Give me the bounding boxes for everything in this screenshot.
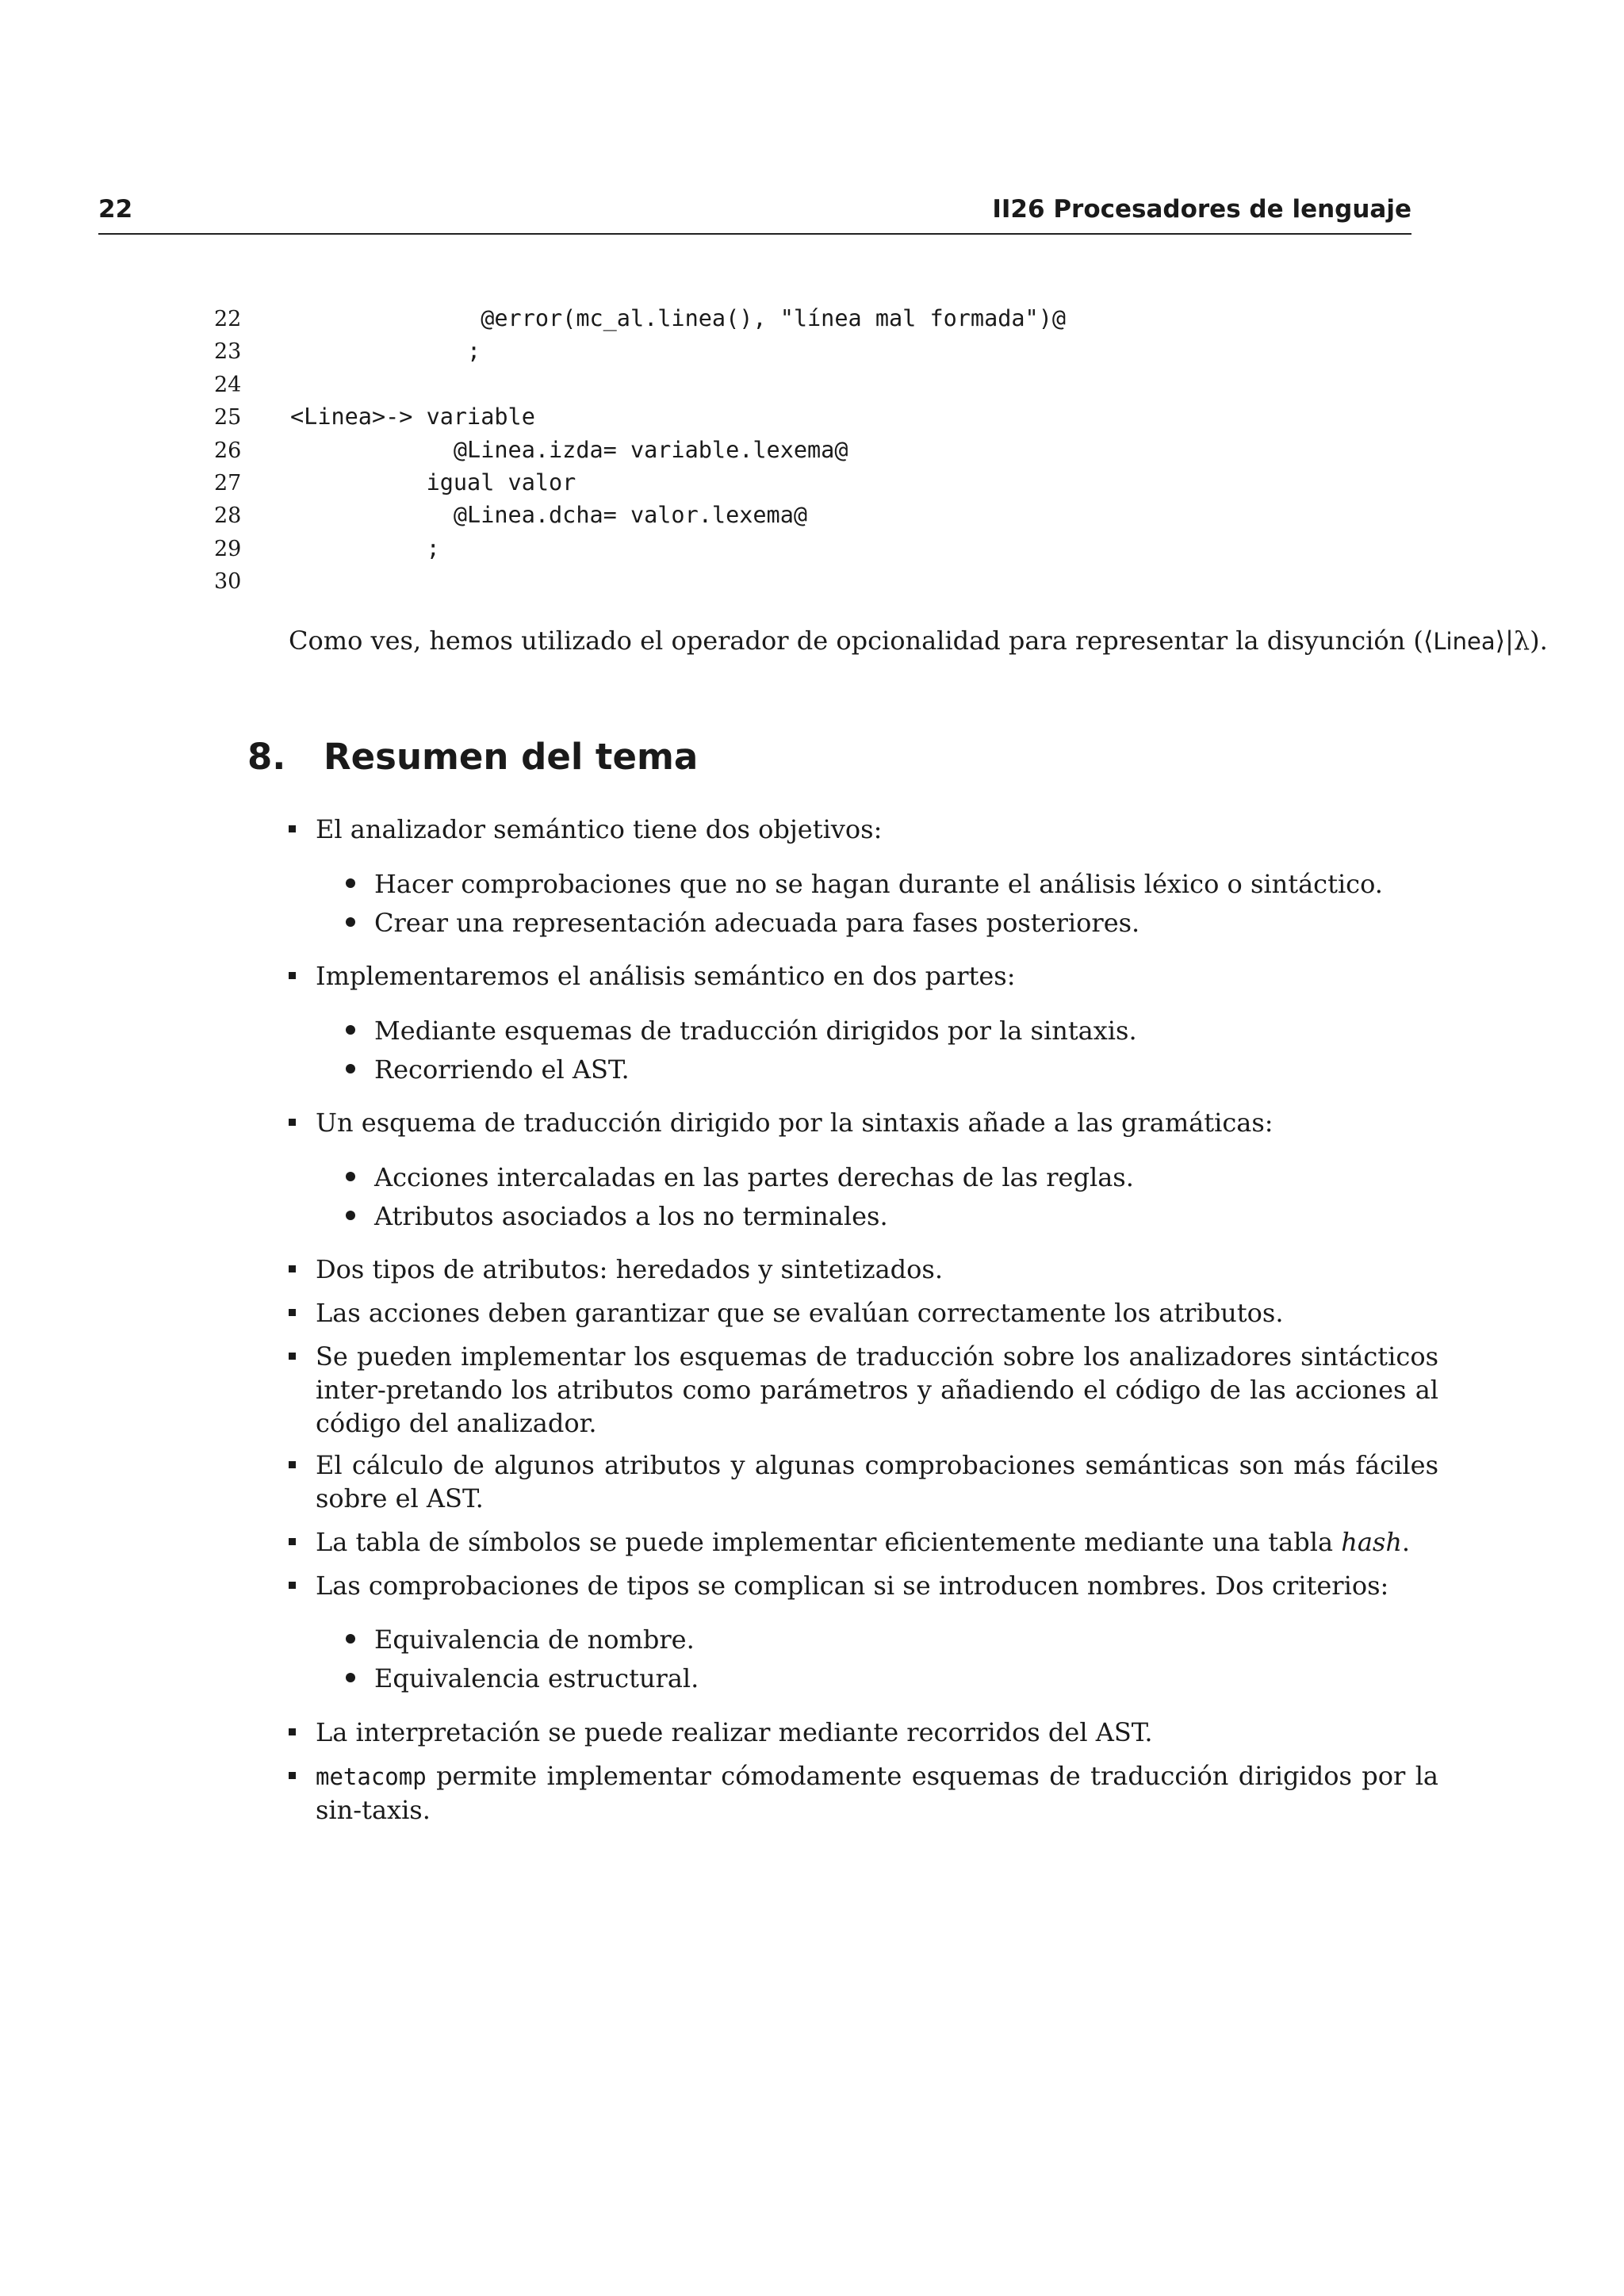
code-line xyxy=(214,335,1066,367)
section-heading xyxy=(247,736,698,778)
bullet-icon xyxy=(346,878,355,888)
code-text: ; xyxy=(290,338,481,365)
bullet-icon xyxy=(289,1309,296,1316)
line-number: 24 xyxy=(214,372,242,397)
item-text xyxy=(316,1525,1438,1559)
item-text: Atributos asociados a los no terminales. xyxy=(374,1201,888,1231)
item-text: Equivalencia de nombre. xyxy=(374,1624,695,1655)
intro-paragraph xyxy=(289,623,1548,659)
code-line xyxy=(214,400,1066,433)
item-text: El cálculo de algunos atributos y algunas comprobaciones semánticas son más fáciles sobre el AST. xyxy=(316,1450,1438,1513)
item-text xyxy=(316,1759,1438,1827)
code-line xyxy=(214,302,1066,335)
item-text: La interpretación se puede realizar mediante recorridos del AST. xyxy=(316,1717,1153,1747)
bullet-icon xyxy=(346,1064,355,1073)
item-text-part: La tabla de símbolos se puede implementar eficientemente mediante una tabla xyxy=(316,1527,1342,1557)
item-text: El analizador semántico tiene dos objetivos: xyxy=(316,814,883,844)
item-text: Crear una representación adecuada para fases posteriores. xyxy=(374,908,1140,938)
code-line xyxy=(214,532,1066,564)
course-title: II26 Procesadores de lenguaje xyxy=(992,195,1411,224)
item-text: Recorriendo el AST. xyxy=(374,1054,630,1085)
section-title: Resumen del tema xyxy=(324,736,699,778)
line-number: 25 xyxy=(214,405,242,430)
bullet-icon xyxy=(346,1172,355,1181)
bullet-icon xyxy=(289,1728,296,1735)
item-text-part: permite implementar cómodamente esquemas de traducción dirigidos por la sin-taxis. xyxy=(316,1761,1438,1825)
code-line xyxy=(214,466,1066,499)
bullet-icon xyxy=(346,1025,355,1035)
metacomp-code: metacomp xyxy=(316,1763,427,1790)
bullet-icon xyxy=(346,917,355,927)
line-number: 27 xyxy=(214,470,242,496)
code-text: igual valor xyxy=(290,469,576,496)
code-text: ; xyxy=(290,534,440,561)
code-line xyxy=(214,368,1066,400)
bullet-icon xyxy=(346,1673,355,1682)
line-number: 28 xyxy=(214,503,242,529)
code-line xyxy=(214,499,1066,531)
item-text: Acciones intercaladas en las partes derechas de las reglas. xyxy=(374,1162,1134,1192)
bullet-icon xyxy=(289,825,296,832)
line-number: 23 xyxy=(214,339,242,365)
item-text: Hacer comprobaciones que no se hagan durante el análisis léxico o sintáctico. xyxy=(374,869,1383,899)
bullet-icon xyxy=(289,1582,296,1589)
line-number: 22 xyxy=(214,307,242,331)
code-text: @error(mc_al.linea(), "línea mal formada")@ xyxy=(290,305,1067,331)
code-line xyxy=(214,564,1066,597)
intro-text-end: ⟩|λ). xyxy=(1495,626,1548,656)
line-number: 30 xyxy=(214,569,242,595)
bullet-icon xyxy=(289,1119,296,1126)
bullet-icon xyxy=(346,1211,355,1220)
bullet-icon xyxy=(289,1772,296,1779)
code-line xyxy=(214,434,1066,466)
bullet-icon xyxy=(289,972,296,979)
item-text: Las acciones deben garantizar que se evalúan correctamente los atributos. xyxy=(316,1298,1284,1328)
item-text: Mediante esquemas de traducción dirigidos por la sintaxis. xyxy=(374,1016,1137,1046)
bullet-icon xyxy=(289,1353,296,1360)
page-number: 22 xyxy=(98,195,133,224)
code-text: @Linea.dcha= valor.lexema@ xyxy=(290,502,808,529)
page-header xyxy=(98,193,1411,235)
nonterminal-name: Linea xyxy=(1433,628,1496,655)
bullet-icon xyxy=(289,1265,296,1272)
code-text: <Linea>-> variable xyxy=(290,404,535,430)
bullet-icon xyxy=(346,1634,355,1644)
item-text: Dos tipos de atributos: heredados y sintetizados. xyxy=(316,1254,943,1284)
item-text: Un esquema de traducción dirigido por la sintaxis añade a las gramáticas: xyxy=(316,1108,1274,1138)
line-number: 29 xyxy=(214,536,242,561)
item-text: Se pueden implementar los esquemas de traducción sobre los analizadores sintácticos inter-pretando los atributos como parámetros y añadiendo el código de las acciones al código del analizador. xyxy=(316,1341,1438,1438)
item-text: Implementaremos el análisis semántico en dos partes: xyxy=(316,961,1016,991)
bullet-icon xyxy=(289,1538,296,1545)
code-listing xyxy=(214,302,1066,598)
code-text: @Linea.izda= variable.lexema@ xyxy=(290,436,848,463)
item-text: Las comprobaciones de tipos se complican si se introducen nombres. Dos criterios: xyxy=(316,1571,1389,1601)
item-text-end: . xyxy=(1401,1527,1411,1557)
bullet-icon xyxy=(289,1461,296,1468)
line-number: 26 xyxy=(214,438,242,463)
emphasis-hash: hash xyxy=(1341,1527,1402,1557)
item-text: Equivalencia estructural. xyxy=(374,1663,699,1693)
section-number: 8. xyxy=(247,736,286,778)
intro-text: Como ves, hemos utilizado el operador de opcionalidad para representar la disyunción (⟨ xyxy=(289,626,1434,656)
